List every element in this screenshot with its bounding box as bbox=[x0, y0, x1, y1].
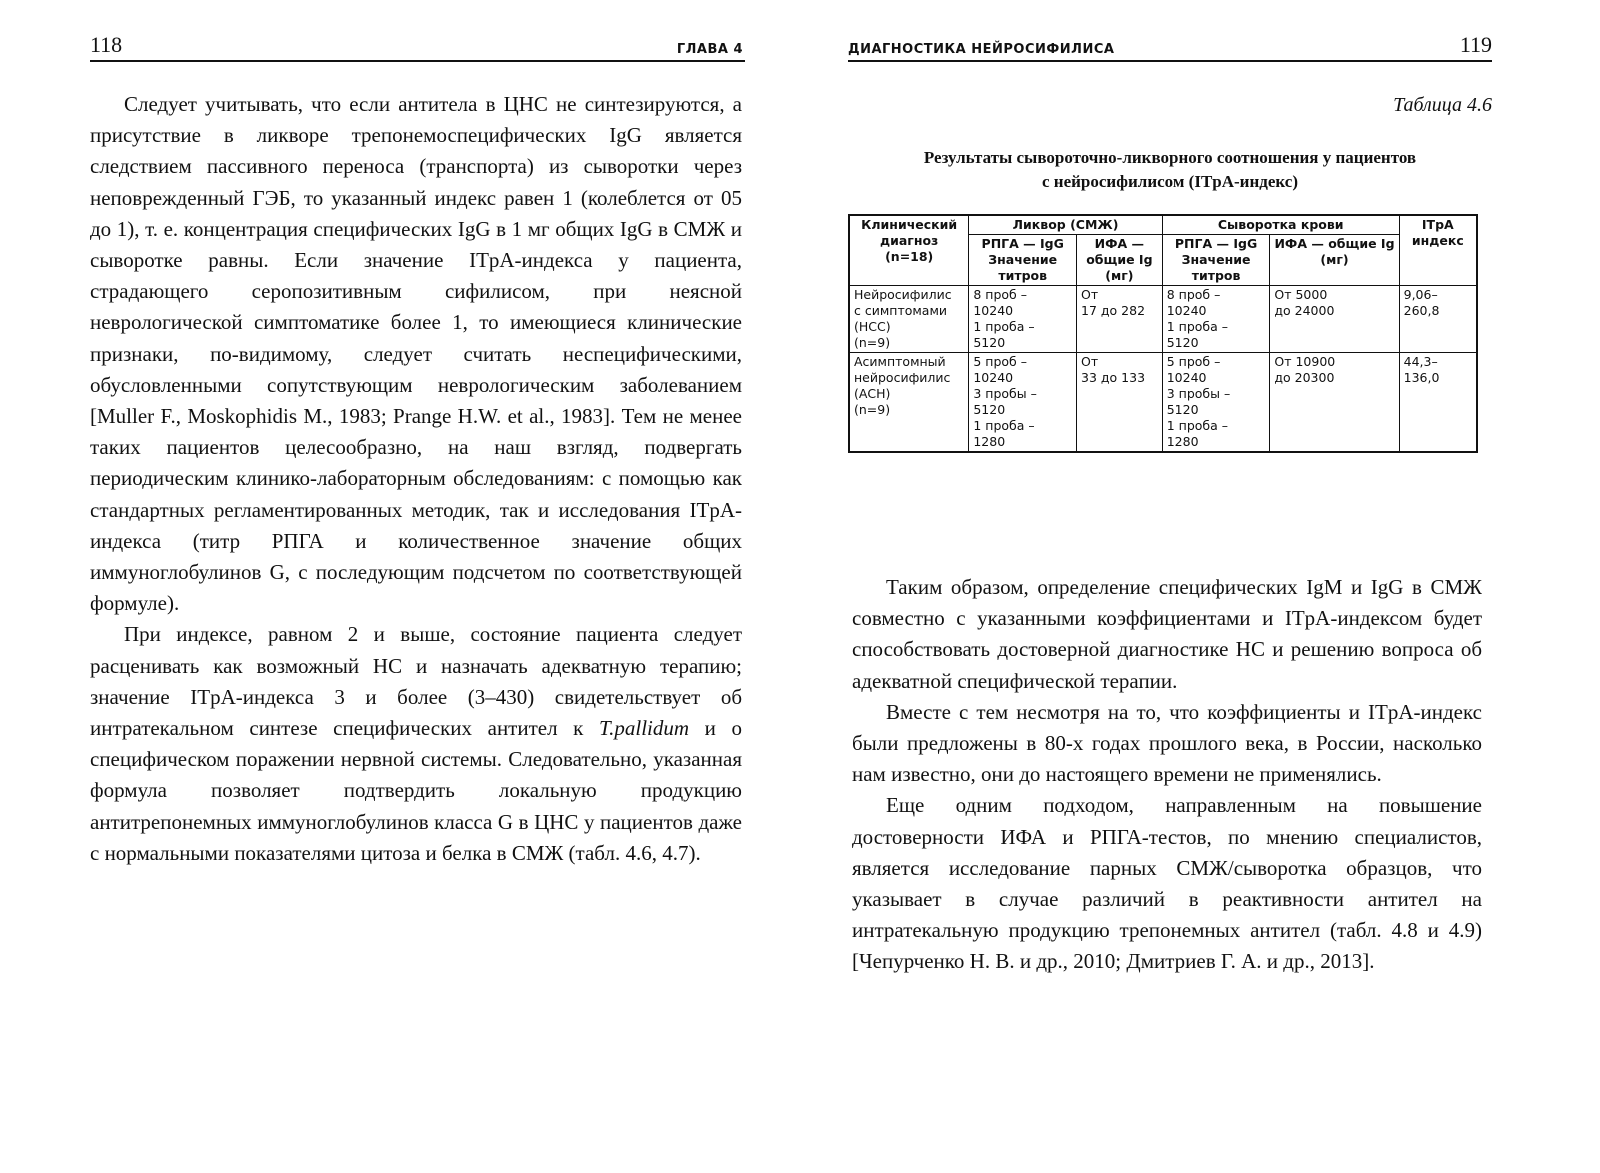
cell-liquor-ifa: От 33 до 133 bbox=[1077, 353, 1163, 453]
table-caption: Таблица 4.6 bbox=[1393, 94, 1492, 116]
species-name: T.pallidum bbox=[599, 716, 690, 741]
cell-serum-ifa: От 10900 до 20300 bbox=[1270, 353, 1399, 453]
table-title-line: Результаты сывороточно-ликворного соотношения у пациентов bbox=[923, 148, 1417, 167]
cell-serum-rpga: 8 проб – 10240 1 проба – 5120 bbox=[1162, 286, 1270, 353]
table-title bbox=[850, 146, 1490, 194]
cell-liquor-rpga: 8 проб – 10240 1 проба – 5120 bbox=[969, 286, 1077, 353]
body-text bbox=[852, 572, 1482, 978]
paragraph: Следует учитывать, что если антитела в ЦНС не синтезируются, а присутствие в ликворе трепонемоспецифических IgG является следствием пассивного переноса (транспорта) из сыворотки через неповрежденный ГЭБ, то указанный индекс равен 1 (колеблется от 05 до 1), т. е. концентрация специфических IgG в 1 мг общих IgG в СМЖ и сыворотке равны. Если значение ITрA-индекса у пациента, страдающего серопозитивным сифилисом, при неясной неврологической симптоматике более 1, то имеющиеся клинические признаки, по-видимому, следует считать неспецифическими, обусловленными сопутствующим неврологическим заболеванием [Muller F., Moskophidis M., 1983; Prange H.W. et al., 1983]. Тем не менее таких пациентов целесообразно, на наш взгляд, подвергать периодическим клинико-лабораторным обследованиям: с помощью как стандартных регламентированных методик, так и исследования ITрA-индекса (титр РПГА и количественное значение общих иммуноглобулинов G, с последующим подсчетом по соответствующей формуле). bbox=[90, 92, 742, 616]
header-itpa: ITрA индекс bbox=[1399, 215, 1477, 286]
header-serum-ifa: ИФА — общие Ig (мг) bbox=[1270, 235, 1399, 286]
paragraph: Еще одним подходом, направленным на повышение достоверности ИФА и РПГА-тестов, по мнению специалистов, является исследование парных СМЖ/сыворотка образцов, что указывает в случае различий в реактивности антител на интратекальную продукцию трепонемных антител (табл. 4.8 и 4.9) [Чепурченко Н. В. и др., 2010; Дмитриев Г. А. и др., 2013]. bbox=[852, 793, 1482, 974]
cell-serum-ifa: От 5000 до 24000 bbox=[1270, 286, 1399, 353]
text-span: и о специфическом поражении нервной системы. Следовательно, указанная формула позволяет подтвердить локальную продукцию антитрепонемных иммуноглобулинов класса G в ЦНС у пациентов даже с нормальными показателями цитоза и белка в СМЖ (табл. 4.6, 4.7). bbox=[90, 716, 742, 865]
paragraph bbox=[90, 619, 742, 869]
paragraph: Вместе с тем несмотря на то, что коэффициенты и ITрA-индекс были предложены в 80-х годах прошлого века, в России, насколько нам известно, они до настоящего времени не применялись. bbox=[852, 699, 1482, 787]
cell-diagnosis: Асимптомный нейросифилис (АСН) (n=9) bbox=[849, 353, 969, 453]
header-serum-rpga: РПГА — IgG Значение титров bbox=[1162, 235, 1270, 286]
page-number: 118 bbox=[90, 32, 123, 57]
running-head: ДИАГНОСТИКА НЕЙРОСИФИЛИСА bbox=[848, 42, 1115, 57]
header-diagnosis: Клинический диагноз (n=18) bbox=[849, 215, 969, 286]
results-table bbox=[848, 214, 1478, 453]
table-row bbox=[849, 353, 1477, 453]
paragraph: Таким образом, определение специфических IgM и IgG в СМЖ совместно с указанными коэффициентами и ITрA-индексом будет способствовать достоверной диагностике НС и решению вопроса об адекватной специфической терапии. bbox=[852, 575, 1482, 693]
page-header bbox=[90, 30, 745, 62]
cell-liquor-rpga: 5 проб – 10240 3 пробы – 5120 1 проба – 1280 bbox=[969, 353, 1077, 453]
page-number: 119 bbox=[1459, 32, 1492, 57]
header-liquor-rpga: РПГА — IgG Значение титров bbox=[969, 235, 1077, 286]
header-liquor-group: Ликвор (СМЖ) bbox=[969, 215, 1162, 235]
cell-itpa: 9,06– 260,8 bbox=[1399, 286, 1477, 353]
cell-liquor-ifa: От 17 до 282 bbox=[1077, 286, 1163, 353]
cell-serum-rpga: 5 проб – 10240 3 пробы – 5120 1 проба – 1280 bbox=[1162, 353, 1270, 453]
header-serum-group: Сыворотка крови bbox=[1162, 215, 1399, 235]
cell-itpa: 44,3– 136,0 bbox=[1399, 353, 1477, 453]
body-text bbox=[90, 89, 742, 869]
cell-diagnosis: Нейросифилис с симптомами (НСС) (n=9) bbox=[849, 286, 969, 353]
page-header bbox=[848, 30, 1492, 62]
header-liquor-ifa: ИФА — общие Ig (мг) bbox=[1077, 235, 1163, 286]
left-page bbox=[0, 0, 760, 1173]
running-head: ГЛАВА 4 bbox=[676, 42, 743, 57]
table-row bbox=[849, 286, 1477, 353]
text-span: При индексе, равном 2 и выше, состояние пациента следует расценивать как возможный НС и назначать адекватную терапию; значение ITрA-индекса 3 и более (3–430) свидетельствует об интратекальном синтезе специфических антител к bbox=[90, 622, 742, 741]
table-title-line: с нейросифилисом (ITрA-индекс) bbox=[1042, 172, 1298, 191]
right-page bbox=[840, 0, 1600, 1173]
